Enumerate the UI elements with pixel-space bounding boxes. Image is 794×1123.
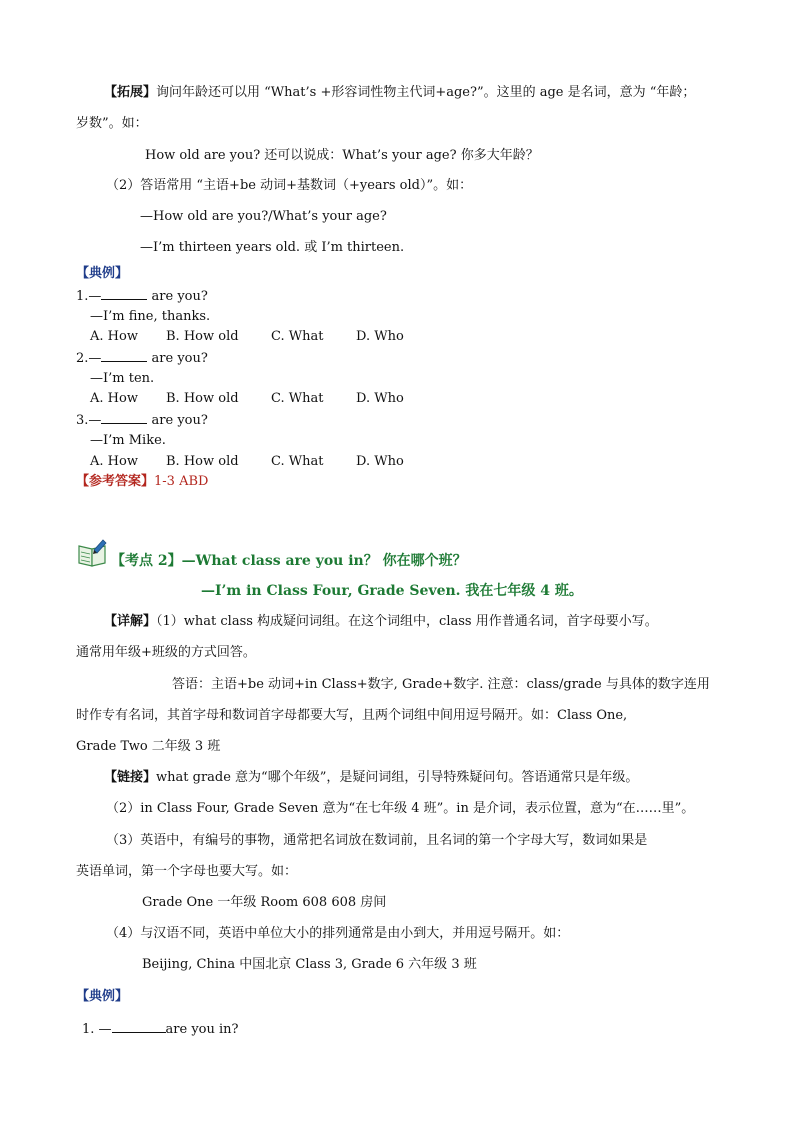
dialogue-line-2: —I’m thirteen years old. 或 I’m thirteen. <box>140 240 405 255</box>
extension-line-2: 岁数”。如： <box>76 116 148 131</box>
detail-label: 【详解】 <box>104 614 157 629</box>
book-pencil-icon <box>77 538 109 568</box>
detail-line-3: 答语：主语+be 动词+in Class+数字, Grade+数字. 注意：class/grade 与具体的数字连用 <box>172 677 710 692</box>
quiz1-q2 <box>76 349 208 368</box>
answer-blank[interactable] <box>112 1020 166 1033</box>
quiz2-q1-num: 1. — <box>82 1022 112 1037</box>
detail-line-2: 通常用年级+班级的方式回答。 <box>76 645 256 660</box>
quiz1-q3-option-a[interactable]: A. How <box>90 454 138 469</box>
answer-blank[interactable] <box>101 287 147 300</box>
example-age-line: How old are you? 还可以说成：What’s your age? 你多大年龄？ <box>145 148 539 163</box>
link-line-1 <box>104 769 638 787</box>
quiz1-q2-option-c[interactable]: C. What <box>271 391 324 406</box>
quiz1-q2-option-d[interactable]: D. Who <box>356 391 404 406</box>
quiz1-q2-num: 2.— <box>76 351 102 366</box>
reference-answer-text: 1-3 ABD <box>154 474 209 489</box>
reference-answer-label: 【参考答案】 <box>76 474 155 489</box>
dialogue-line-1: —How old are you?/What’s your age? <box>140 209 387 224</box>
link-line-7: Beijing, China 中国北京 Class 3, Grade 6 六年级 3 班 <box>142 957 477 972</box>
quiz1-q2-option-a[interactable]: A. How <box>90 391 138 406</box>
quiz1-q1 <box>76 287 208 306</box>
link-label: 【链接】 <box>104 770 157 785</box>
detail-line-4: 时作专有名词，其首字母和数词首字母都要大写，且两个词组中间用逗号隔开。如：Class One, <box>76 708 628 723</box>
point2-heading-line-2: —I’m in Class Four, Grade Seven. 我在七年级 4 班。 <box>201 583 583 599</box>
link-line-6: （4）与汉语不同，英语中单位大小的排列通常是由小到大，并用逗号隔开。如： <box>106 926 570 941</box>
quiz1-q3-tail: are you? <box>151 413 208 428</box>
example-label-2: 【典例】 <box>76 989 129 1004</box>
link-line-2: （2）in Class Four, Grade Seven 意为“在七年级 4 班”。in 是介词，表示位置，意为“在……里”。 <box>106 801 695 816</box>
detail-line-1 <box>104 613 658 631</box>
quiz1-q2-reply: —I’m ten. <box>90 371 155 386</box>
quiz1-q1-option-a[interactable]: A. How <box>90 329 138 344</box>
quiz1-q3-option-d[interactable]: D. Who <box>356 454 404 469</box>
link-line-5: Grade One 一年级 Room 608 608 房间 <box>142 895 387 910</box>
link-line-4: 英语单词，第一个字母也要大写。如： <box>76 864 298 879</box>
answer-blank[interactable] <box>101 349 147 362</box>
quiz1-q3-num: 3.— <box>76 413 102 428</box>
extension-text-1: 询问年龄还可以用 “What’s +形容词性物主代词+age?”。这里的 age 是名词，意为 “年龄； <box>156 85 696 100</box>
quiz2-q1 <box>82 1020 239 1039</box>
reference-answer <box>76 473 208 491</box>
extension-line-1 <box>104 84 695 102</box>
answer-rule-line: （2）答语常用 “主语+be 动词+基数词（+years old）”。如： <box>106 178 473 193</box>
quiz1-q1-tail: are you? <box>151 289 208 304</box>
quiz1-q1-option-d[interactable]: D. Who <box>356 329 404 344</box>
answer-blank[interactable] <box>101 411 147 424</box>
quiz1-q1-num: 1.— <box>76 289 102 304</box>
quiz1-q2-tail: are you? <box>151 351 208 366</box>
extension-label: 【拓展】 <box>104 85 157 100</box>
link-text-1: what grade 意为“哪个年级”，是疑问词组，引导特殊疑问句。答语通常只是年级。 <box>156 770 639 785</box>
quiz1-q2-option-b[interactable]: B. How old <box>166 391 239 406</box>
example-label-1: 【典例】 <box>76 266 129 281</box>
quiz1-q3-option-b[interactable]: B. How old <box>166 454 239 469</box>
quiz1-q1-option-b[interactable]: B. How old <box>166 329 239 344</box>
quiz1-q3 <box>76 411 208 430</box>
detail-line-5: Grade Two 二年级 3 班 <box>76 739 221 754</box>
detail-text-1: （1）what class 构成疑问词组。在这个词组中，class 用作普通名词，首字母要小写。 <box>156 614 658 629</box>
link-line-3: （3）英语中，有编号的事物，通常把名词放在数词前，且名词的第一个字母大写，数词如果是 <box>106 833 648 848</box>
quiz1-q1-option-c[interactable]: C. What <box>271 329 324 344</box>
quiz1-q1-reply: —I’m fine, thanks. <box>90 309 211 324</box>
quiz2-q1-tail: are you in? <box>165 1022 239 1037</box>
quiz1-q3-reply: —I’m Mike. <box>90 433 166 448</box>
quiz1-q3-option-c[interactable]: C. What <box>271 454 324 469</box>
point2-heading-line-1: 【考点 2】—What class are you in？ 你在哪个班？ <box>111 553 467 569</box>
